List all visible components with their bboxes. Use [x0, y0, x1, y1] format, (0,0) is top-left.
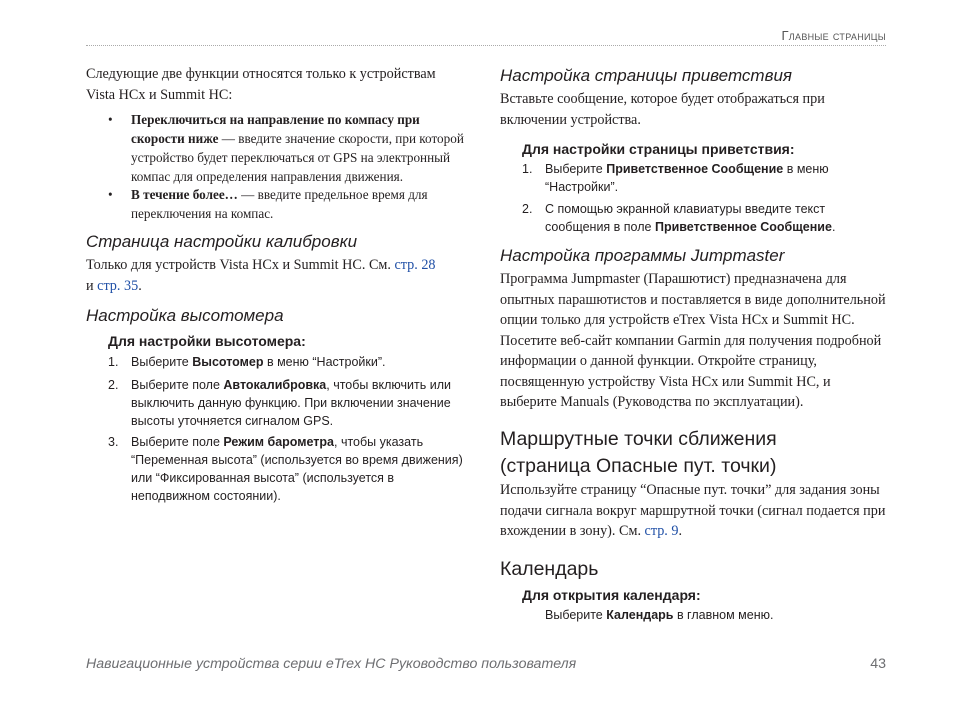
jumpmaster-paragraph: Программа Jumpmaster (Парашютист) предназначена для опытных парашютистов и поставляется в виде дополнительной опции только для устройств eTrex Vista HCx и Summit HC. Посетите веб-сайт компании Garmin для получения подробной информации о данной функции. Откройте страницу, посвященную устройству Vista HCx или Summit HC, и выберите Manuals (Руководства по эксплуатации). — [500, 271, 886, 410]
altimeter-heading: Настройка высотомера — [86, 306, 284, 325]
calibration-paragraph — [86, 255, 446, 296]
link-page-35[interactable]: стр. 35 — [97, 277, 139, 294]
step-bold: Приветственное Сообщение — [654, 220, 832, 234]
welcome-step — [522, 160, 875, 196]
calendar-heading: Календарь — [500, 558, 599, 580]
step-bold: Режим барометра — [223, 435, 335, 449]
step-text-end: , чтобы указать “Переменная высота” (используется во время движения) или “Фиксированная высота” (используется в неподвижном состоянии). — [131, 435, 463, 503]
calibration-text-end: . — [138, 277, 142, 294]
step-bold: Автокалибровка — [223, 378, 327, 392]
step-text-end: в меню “Настройки”. — [545, 162, 829, 194]
proximity-heading: Маршрутные точки сближения (страница Опасные пут. точки) — [500, 428, 777, 477]
jumpmaster-heading: Настройка программы Jumpmaster — [500, 246, 785, 265]
bullet-icon: • — [108, 112, 113, 127]
step-number: 2. — [522, 202, 533, 216]
calibration-text-mid: и — [86, 277, 98, 294]
page-number: 43 — [870, 656, 886, 672]
header-title: Главные страницы — [781, 28, 886, 43]
bullet-bold: В течение более… — [131, 187, 238, 202]
altimeter-procedure-title: Для настройки высотомера: — [108, 333, 306, 349]
step-text: С помощью экранной клавиатуры введите текст сообщения в поле — [545, 202, 826, 234]
step-text-end: . — [831, 220, 836, 234]
step-number: 2. — [108, 378, 119, 392]
bullet-timeout — [86, 185, 464, 223]
step-text-end: в меню “Настройки”. — [263, 355, 386, 369]
proximity-text: Используйте страницу “Опасные пут. точки” для задания зоны подачи сигнала вокруг маршрутной точки (сигнал подается при вхождении в зону). См. — [500, 482, 886, 539]
step-number: 1. — [108, 355, 119, 369]
altimeter-step — [108, 376, 471, 430]
link-page-28[interactable]: стр. 28 — [394, 257, 436, 273]
calibration-heading: Страница настройки калибровки — [86, 232, 358, 251]
header-divider — [86, 45, 886, 46]
step-bold: Календарь — [606, 608, 674, 622]
step-text: Выберите — [131, 355, 193, 369]
welcome-step — [522, 200, 875, 236]
step-bold: Высотомер — [192, 355, 264, 369]
step-bold: Приветственное Сообщение — [606, 162, 784, 176]
welcome-procedure-title: Для настройки страницы приветствия: — [522, 141, 795, 157]
proximity-text-end: . — [678, 523, 683, 539]
bullet-bold: Переключиться на направление по компасу при скорости ниже — [131, 112, 420, 146]
proximity-paragraph — [500, 480, 888, 542]
step-text: Выберите — [545, 608, 607, 622]
bullet-text: — введите предельное время для переключения на компас. — [131, 187, 428, 221]
altimeter-step — [108, 353, 471, 371]
footer-title: Навигационные устройства серии eTrex HC Руководство пользователя — [86, 656, 577, 672]
step-text: Выберите поле — [131, 435, 224, 449]
welcome-heading: Настройка страницы приветствия — [500, 66, 792, 85]
calendar-step — [522, 606, 875, 624]
step-text-end: в главном меню. — [673, 608, 774, 622]
welcome-paragraph: Вставьте сообщение, которое будет отображаться при включении устройства. — [500, 91, 825, 128]
step-text: Выберите — [545, 162, 607, 176]
bullet-compass-speed — [86, 110, 464, 186]
step-number: 3. — [108, 435, 119, 449]
link-page-9[interactable]: стр. 9 — [644, 523, 679, 539]
step-number: 1. — [522, 162, 533, 176]
step-text-end: , чтобы включить или выключить данную функцию. При включении значение высоты уточняется сигналом GPS. — [131, 378, 451, 428]
bullet-text: — введите значение скорости, при которой устройство будет переключаться от GPS на электронный компас для определения направления движения. — [131, 131, 464, 184]
intro-paragraph: Следующие две функции относятся только к устройствам Vista HCx и Summit HC: — [86, 66, 436, 103]
calendar-procedure-title: Для открытия календаря: — [522, 587, 701, 603]
bullet-icon: • — [108, 187, 113, 202]
calibration-text: Только для устройств Vista HCx и Summit HC. См. — [86, 257, 395, 273]
step-text: Выберите поле — [131, 378, 224, 392]
altimeter-step — [108, 433, 471, 505]
